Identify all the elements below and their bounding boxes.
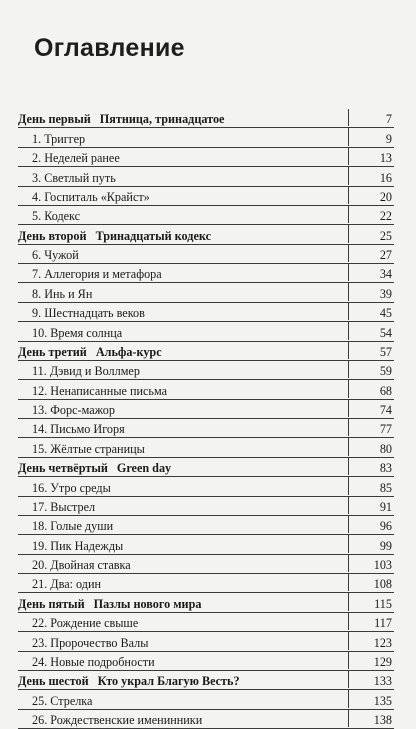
toc-entry-label (18, 151, 348, 165)
toc-entry-label (18, 403, 348, 417)
toc-day-heading (18, 671, 394, 690)
toc-entry-label (18, 326, 348, 340)
toc-day-name: День второй (18, 228, 87, 243)
toc-entry-label (18, 248, 348, 262)
toc-entry-label (18, 364, 348, 378)
toc-entry-label (18, 306, 348, 320)
toc-entry-title: 2. Неделей ранее (32, 151, 120, 166)
toc-entry-title: 6. Чужой (32, 248, 79, 262)
toc-entry-title: Пазлы нового мира (93, 596, 202, 611)
toc-entry-label (18, 190, 348, 204)
toc-entry-label (18, 616, 348, 630)
toc-entry-label (18, 577, 348, 591)
toc-entry-title: 11. Дэвид и Воллмер (32, 364, 140, 379)
toc-chapter-row (18, 322, 394, 341)
toc-entry-title: 22. Рождение свыше (32, 616, 139, 631)
toc-entry-title: 13. Форс-мажор (32, 403, 115, 417)
toc-entry-label (18, 636, 348, 650)
toc-page-number: 133 (348, 671, 394, 688)
toc-entry-label (18, 500, 348, 514)
toc-entry-label (18, 132, 348, 146)
toc-chapter-row (18, 128, 394, 147)
toc-page-number: 77 (348, 419, 394, 436)
toc-page-number: 123 (348, 632, 394, 649)
toc-chapter-row (18, 516, 394, 535)
toc-entry-title: 23. Пророчество Валы (32, 635, 149, 650)
toc-page-number: 34 (348, 264, 394, 281)
toc-page-number: 68 (348, 380, 394, 397)
toc-entry-title: 16. Утро среды (32, 480, 111, 495)
toc-chapter-row (18, 497, 394, 516)
toc-entry-label (18, 558, 348, 572)
toc-entry-title: 5. Кодекс (32, 209, 81, 224)
toc-chapter-row (18, 652, 394, 671)
toc-page-number: 57 (348, 342, 394, 359)
toc-page-number: 74 (348, 400, 394, 417)
toc-page-number: 7 (348, 109, 394, 126)
toc-chapter-row (18, 535, 394, 554)
toc-entry-title: 10. Время солнца (32, 325, 123, 340)
toc-entry-title: 3. Светлый путь (32, 170, 116, 185)
toc-entry-title: 25. Стрелка (32, 693, 93, 708)
toc-entry-title: 7. Аллегория и метафора (32, 267, 162, 282)
toc-entry-title: 20. Двойная ставка (32, 558, 131, 572)
toc-entry-label (18, 655, 348, 669)
toc-chapter-row (18, 148, 394, 167)
toc-entry-label (18, 112, 348, 126)
toc-entry-label (18, 384, 348, 398)
toc-chapter-row (18, 477, 394, 496)
toc-entry-title: 26. Рождественские именинники (32, 713, 203, 727)
toc-day-name: День первый (18, 112, 91, 127)
toc-entry-label (18, 171, 348, 185)
toc-entry-title: 24. Новые подробности (32, 654, 155, 669)
toc-page-number: 39 (348, 283, 394, 300)
toc-entry-label (18, 519, 348, 533)
toc-chapter-row (18, 555, 394, 574)
toc-day-heading (18, 593, 394, 612)
toc-entry-title: 8. Инь и Ян (32, 286, 93, 301)
toc-entry-label (18, 345, 348, 359)
toc-page-number: 103 (348, 555, 394, 572)
toc-entry-label (18, 481, 348, 495)
toc-page-number: 85 (348, 477, 394, 494)
toc-entry-label (18, 267, 348, 281)
toc-entry-label (18, 539, 348, 553)
toc-day-heading (18, 109, 394, 128)
toc-chapter-row (18, 574, 394, 593)
toc-day-heading (18, 458, 394, 477)
toc-entry-title: Green day (116, 461, 172, 476)
toc-page-number: 16 (348, 167, 394, 184)
toc-page-number: 129 (348, 652, 394, 669)
toc-page-number: 99 (348, 535, 394, 552)
toc-day-heading (18, 342, 394, 361)
toc-chapter-row (18, 361, 394, 380)
toc-day-name: День шестой (18, 674, 89, 689)
toc-entry-title: 18. Голые души (32, 519, 114, 534)
toc-entry-label (18, 209, 348, 223)
toc-chapter-row (18, 167, 394, 186)
toc-day-name: День четвёртый (18, 461, 108, 476)
toc-page-number: 115 (348, 593, 394, 610)
toc-entry-title: 12. Ненаписанные письма (32, 383, 168, 398)
toc-chapter-row (18, 303, 394, 322)
toc-entry-title: 15. Жёлтые страницы (32, 441, 145, 456)
toc-entry-title: Альфа-курс (95, 344, 162, 359)
toc-page-number: 135 (348, 690, 394, 707)
toc-page-number: 96 (348, 516, 394, 533)
toc-entry-label (18, 713, 348, 727)
page-title: Оглавление (34, 34, 185, 62)
toc-chapter-row (18, 283, 394, 302)
toc-entry-label (18, 287, 348, 301)
toc-entry-label (18, 461, 348, 475)
toc-chapter-row (18, 187, 394, 206)
toc-page-number: 54 (348, 322, 394, 339)
toc-page-number: 25 (348, 225, 394, 242)
bleed-through-text (250, 38, 380, 82)
toc-entry-title: 17. Выстрел (32, 499, 96, 514)
table-of-contents (18, 109, 394, 729)
toc-chapter-row (18, 632, 394, 651)
toc-entry-title: 1. Триггер (32, 131, 86, 146)
toc-page-number: 20 (348, 187, 394, 204)
toc-entry-label (18, 422, 348, 436)
toc-page-number: 83 (348, 458, 394, 475)
toc-page-number: 45 (348, 303, 394, 320)
toc-page-number: 9 (348, 128, 394, 145)
toc-entry-title: 21. Два: один (32, 577, 102, 592)
toc-chapter-row (18, 264, 394, 283)
toc-entry-label (18, 229, 348, 243)
toc-page-number: 138 (348, 710, 394, 727)
toc-chapter-row (18, 419, 394, 438)
toc-page-number: 91 (348, 497, 394, 514)
toc-entry-label (18, 674, 348, 688)
toc-chapter-row (18, 206, 394, 225)
toc-chapter-row (18, 380, 394, 399)
toc-chapter-row (18, 400, 394, 419)
toc-chapter-row (18, 438, 394, 457)
toc-chapter-row (18, 710, 394, 729)
toc-entry-title: Кто украл Благую Весть? (97, 674, 240, 689)
toc-page-number: 59 (348, 361, 394, 378)
toc-entry-title: 9. Шестнадцать веков (32, 306, 145, 321)
toc-page-number: 117 (348, 613, 394, 630)
toc-entry-title: 19. Пик Надежды (32, 538, 124, 553)
toc-page-number: 22 (348, 206, 394, 223)
toc-page-number: 80 (348, 438, 394, 455)
toc-page-number: 13 (348, 148, 394, 165)
toc-entry-title: 4. Госпиталь «Крайст» (32, 189, 150, 204)
toc-entry-title: 14. Письмо Игоря (32, 422, 125, 437)
toc-day-name: День третий (18, 344, 87, 359)
toc-entry-label (18, 597, 348, 611)
toc-day-heading (18, 225, 394, 244)
toc-entry-title: Тринадцатый кодекс (95, 228, 211, 243)
toc-chapter-row (18, 613, 394, 632)
toc-page-number: 27 (348, 245, 394, 262)
toc-entry-label (18, 442, 348, 456)
toc-day-name: День пятый (18, 596, 85, 611)
toc-chapter-row (18, 690, 394, 709)
toc-entry-label (18, 694, 348, 708)
toc-chapter-row (18, 245, 394, 264)
toc-entry-title: Пятница, тринадцатое (99, 112, 225, 127)
toc-page-number: 108 (348, 574, 394, 591)
